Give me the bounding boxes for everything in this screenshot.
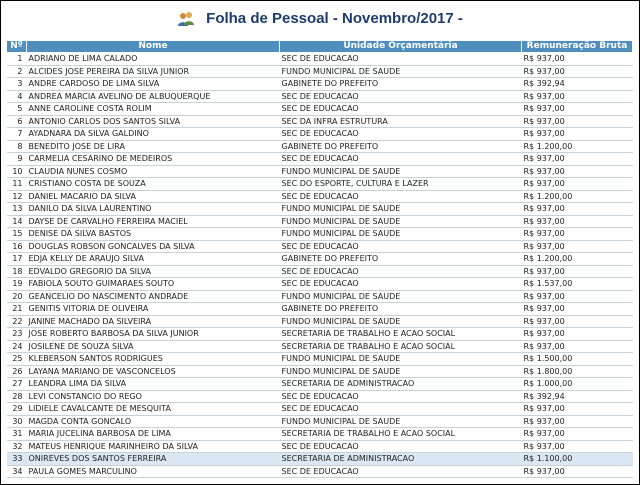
budget-unit: FUNDO MUNICIPAL DE SAUDE <box>280 228 522 241</box>
row-number: 15 <box>7 228 27 241</box>
row-number: 1 <box>7 53 27 66</box>
table-row[interactable] <box>7 265 633 278</box>
gross-pay: R$ 937,00 <box>522 153 633 166</box>
employee-name: ADRIANO DE LIMA CALADO <box>27 53 280 66</box>
page-header <box>0 8 640 28</box>
employee-name: LAYANA MARIANO DE VASCONCELOS <box>27 365 280 378</box>
row-number: 24 <box>7 340 27 353</box>
row-number: 31 <box>7 428 27 441</box>
table-row[interactable] <box>7 378 633 391</box>
budget-unit: SEC DE EDUCACAO <box>280 153 522 166</box>
employee-name: AYADNARA DA SILVA GALDINO <box>27 128 280 141</box>
row-number: 14 <box>7 215 27 228</box>
budget-unit: GABINETE DO PREFEITO <box>280 253 522 266</box>
employee-name: PAULA GOMES MARCULINO <box>27 465 280 478</box>
budget-unit: FUNDO MUNICIPAL DE SAUDE <box>280 290 522 303</box>
employee-name: JOSILENE DE SOUZA SILVA <box>27 340 280 353</box>
budget-unit: SEC DE EDUCACAO <box>280 53 522 66</box>
budget-unit: SEC DE EDUCACAO <box>280 278 522 291</box>
row-number: 20 <box>7 290 27 303</box>
budget-unit: FUNDO MUNICIPAL DE SAUDE <box>280 203 522 216</box>
employee-name: DANIEL MACARIO DA SILVA <box>27 190 280 203</box>
gross-pay: R$ 937,00 <box>522 228 633 241</box>
employee-name: DENISE DA SILVA BASTOS <box>27 228 280 241</box>
budget-unit: SEC DE EDUCACAO <box>280 265 522 278</box>
budget-unit: FUNDO MUNICIPAL DE SAUDE <box>280 315 522 328</box>
budget-unit: SEC DE EDUCACAO <box>280 90 522 103</box>
budget-unit: SEC DE EDUCACAO <box>280 240 522 253</box>
table-row[interactable] <box>7 178 633 191</box>
table-row[interactable] <box>7 328 633 341</box>
table-row[interactable] <box>7 465 633 478</box>
table-row[interactable] <box>7 353 633 366</box>
employee-name: ANNE CAROLINE COSTA ROLIM <box>27 103 280 116</box>
row-number: 21 <box>7 303 27 316</box>
people-icon <box>177 11 195 27</box>
employee-name: DAYSE DE CARVALHO FERREIRA MACIEL <box>27 215 280 228</box>
employee-name: GENITIS VITORIA DE OLIVEIRA <box>27 303 280 316</box>
gross-pay: R$ 937,00 <box>522 415 633 428</box>
table-row[interactable] <box>7 253 633 266</box>
gross-pay: R$ 937,00 <box>522 240 633 253</box>
table-row[interactable] <box>7 290 633 303</box>
budget-unit: GABINETE DO PREFEITO <box>280 303 522 316</box>
table-row[interactable] <box>7 315 633 328</box>
row-number: 10 <box>7 165 27 178</box>
budget-unit: SEC DE EDUCACAO <box>280 465 522 478</box>
table-row[interactable] <box>7 103 633 116</box>
gross-pay: R$ 937,00 <box>522 103 633 116</box>
gross-pay: R$ 937,00 <box>522 428 633 441</box>
gross-pay: R$ 937,00 <box>522 290 633 303</box>
row-number: 8 <box>7 140 27 153</box>
employee-name: DOUGLAS ROBSON GONCALVES DA SILVA <box>27 240 280 253</box>
row-number: 4 <box>7 90 27 103</box>
employee-name: EDVALDO GREGORIO DA SILVA <box>27 265 280 278</box>
table-row[interactable] <box>7 203 633 216</box>
gross-pay: R$ 1.537,00 <box>522 278 633 291</box>
column-header-name[interactable]: Nome <box>27 41 280 53</box>
budget-unit: SECRETARIA DE TRABALHO E ACAO SOCIAL <box>280 328 522 341</box>
gross-pay: R$ 937,00 <box>522 328 633 341</box>
employee-name: LIDIELE CAVALCANTE DE MESQUITA <box>27 403 280 416</box>
gross-pay: R$ 1.100,00 <box>522 453 633 466</box>
gross-pay: R$ 1.500,00 <box>522 353 633 366</box>
gross-pay: R$ 1.200,00 <box>522 190 633 203</box>
page-title: Folha de Pessoal - Novembro/2017 - <box>206 10 463 27</box>
employee-name: MATEUS HENRIQUE MARINHEIRO DA SILVA <box>27 440 280 453</box>
table-row[interactable] <box>7 128 633 141</box>
employee-name: KLEBERSON SANTOS RODRIGUES <box>27 353 280 366</box>
budget-unit: FUNDO MUNICIPAL DE SAUDE <box>280 365 522 378</box>
gross-pay: R$ 937,00 <box>522 128 633 141</box>
row-number: 11 <box>7 178 27 191</box>
employee-name: GEANCELIO DO NASCIMENTO ANDRADE <box>27 290 280 303</box>
gross-pay: R$ 937,00 <box>522 315 633 328</box>
employee-name: JANINE MACHADO DA SILVEIRA <box>27 315 280 328</box>
row-number: 16 <box>7 240 27 253</box>
employee-name: JOSE ROBERTO BARBOSA DA SILVA JUNIOR <box>27 328 280 341</box>
table-row[interactable] <box>7 153 633 166</box>
employee-name: ANDREA MARCIA AVELINO DE ALBUQUERQUE <box>27 90 280 103</box>
row-number: 3 <box>7 78 27 91</box>
employee-name: CARMELIA CESARINO DE MEDEIROS <box>27 153 280 166</box>
table-row[interactable] <box>7 65 633 78</box>
gross-pay: R$ 937,00 <box>522 203 633 216</box>
table-row[interactable] <box>7 215 633 228</box>
budget-unit: SEC DO ESPORTE, CULTURA E LAZER <box>280 178 522 191</box>
table-row[interactable] <box>7 303 633 316</box>
budget-unit: SEC DE EDUCACAO <box>280 103 522 116</box>
table-row[interactable] <box>7 403 633 416</box>
row-number: 26 <box>7 365 27 378</box>
gross-pay: R$ 937,00 <box>522 303 633 316</box>
gross-pay: R$ 937,00 <box>522 440 633 453</box>
employee-name: ALCIDES JOSE PEREIRA DA SILVA JUNIOR <box>27 65 280 78</box>
column-header-number[interactable]: Nº <box>7 41 27 53</box>
gross-pay: R$ 1.200,00 <box>522 253 633 266</box>
table-header-row <box>7 41 633 53</box>
gross-pay: R$ 937,00 <box>522 265 633 278</box>
row-number: 5 <box>7 103 27 116</box>
gross-pay: R$ 937,00 <box>522 115 633 128</box>
budget-unit: FUNDO MUNICIPAL DE SAUDE <box>280 215 522 228</box>
gross-pay: R$ 392,94 <box>522 78 633 91</box>
gross-pay: R$ 937,00 <box>522 403 633 416</box>
budget-unit: SEC DE EDUCACAO <box>280 390 522 403</box>
budget-unit: SECRETARIA DE ADMINISTRACAO <box>280 453 522 466</box>
table-row[interactable] <box>7 53 633 66</box>
budget-unit: SECRETARIA DE ADMINISTRACAO <box>280 378 522 391</box>
budget-unit: SECRETARIA DE TRABALHO E ACAO SOCIAL <box>280 428 522 441</box>
gross-pay: R$ 937,00 <box>522 465 633 478</box>
table-row[interactable] <box>7 115 633 128</box>
employee-name: FABIOLA SOUTO GUIMARAES SOUTO <box>27 278 280 291</box>
row-number: 23 <box>7 328 27 341</box>
gross-pay: R$ 392,94 <box>522 390 633 403</box>
payroll-table <box>6 40 633 478</box>
gross-pay: R$ 1.800,00 <box>522 365 633 378</box>
table-row[interactable] <box>7 428 633 441</box>
table-row[interactable] <box>7 140 633 153</box>
employee-name: DANILO DA SILVA LAURENTINO <box>27 203 280 216</box>
employee-name: LEVI CONSTANCIO DO REGO <box>27 390 280 403</box>
row-number: 33 <box>7 453 27 466</box>
table-row[interactable] <box>7 165 633 178</box>
gross-pay: R$ 1.000,00 <box>522 378 633 391</box>
row-number: 32 <box>7 440 27 453</box>
table-row[interactable] <box>7 78 633 91</box>
table-row[interactable] <box>7 440 633 453</box>
table-row[interactable] <box>7 340 633 353</box>
table-row[interactable] <box>7 415 633 428</box>
gross-pay: R$ 937,00 <box>522 53 633 66</box>
budget-unit: SEC DA INFRA ESTRUTURA <box>280 115 522 128</box>
budget-unit: FUNDO MUNICIPAL DE SAUDE <box>280 165 522 178</box>
employee-name: ANTONIO CARLOS DOS SANTOS SILVA <box>27 115 280 128</box>
budget-unit: SEC DE EDUCACAO <box>280 128 522 141</box>
employee-name: ONIREVES DOS SANTOS FERREIRA <box>27 453 280 466</box>
table-row[interactable] <box>7 240 633 253</box>
employee-name: MAGDA CONTA GONCALO <box>27 415 280 428</box>
row-number: 19 <box>7 278 27 291</box>
budget-unit: SEC DE EDUCACAO <box>280 440 522 453</box>
employee-name: BENEDITO JOSE DE LIRA <box>27 140 280 153</box>
row-number: 17 <box>7 253 27 266</box>
table-row[interactable] <box>7 90 633 103</box>
table-row[interactable] <box>7 278 633 291</box>
column-header-unit[interactable]: Unidade Orçamentária <box>280 41 522 53</box>
row-number: 27 <box>7 378 27 391</box>
employee-name: CLAUDIA NUNES COSMO <box>27 165 280 178</box>
row-number: 34 <box>7 465 27 478</box>
employee-name: EDJA KELLY DE ARAUJO SILVA <box>27 253 280 266</box>
table-row[interactable] <box>7 365 633 378</box>
gross-pay: R$ 937,00 <box>522 165 633 178</box>
table-row[interactable] <box>7 453 633 466</box>
employee-name: LEANDRA LIMA DA SILVA <box>27 378 280 391</box>
row-number: 25 <box>7 353 27 366</box>
budget-unit: FUNDO MUNICIPAL DE SAUDE <box>280 353 522 366</box>
budget-unit: GABINETE DO PREFEITO <box>280 78 522 91</box>
gross-pay: R$ 937,00 <box>522 340 633 353</box>
row-number: 2 <box>7 65 27 78</box>
row-number: 6 <box>7 115 27 128</box>
gross-pay: R$ 937,00 <box>522 90 633 103</box>
budget-unit: FUNDO MUNICIPAL DE SAUDE <box>280 415 522 428</box>
row-number: 13 <box>7 203 27 216</box>
table-row[interactable] <box>7 390 633 403</box>
gross-pay: R$ 937,00 <box>522 65 633 78</box>
budget-unit: SEC DE EDUCACAO <box>280 403 522 416</box>
row-number: 30 <box>7 415 27 428</box>
employee-name: CRISTIANO COSTA DE SOUZA <box>27 178 280 191</box>
row-number: 29 <box>7 403 27 416</box>
row-number: 28 <box>7 390 27 403</box>
row-number: 7 <box>7 128 27 141</box>
row-number: 9 <box>7 153 27 166</box>
row-number: 18 <box>7 265 27 278</box>
employee-name: ANDRE CARDOSO DE LIMA SILVA <box>27 78 280 91</box>
budget-unit: SEC DE EDUCACAO <box>280 190 522 203</box>
gross-pay: R$ 1.200,00 <box>522 140 633 153</box>
budget-unit: SECRETARIA DE TRABALHO E ACAO SOCIAL <box>280 340 522 353</box>
table-row[interactable] <box>7 190 633 203</box>
budget-unit: FUNDO MUNICIPAL DE SAUDE <box>280 65 522 78</box>
gross-pay: R$ 937,00 <box>522 178 633 191</box>
row-number: 12 <box>7 190 27 203</box>
gross-pay: R$ 937,00 <box>522 215 633 228</box>
column-header-salary[interactable]: Remuneração Bruta <box>522 41 633 53</box>
budget-unit: GABINETE DO PREFEITO <box>280 140 522 153</box>
table-row[interactable] <box>7 228 633 241</box>
employee-name: MARIA JUCELINA BARBOSA DE LIMA <box>27 428 280 441</box>
row-number: 22 <box>7 315 27 328</box>
